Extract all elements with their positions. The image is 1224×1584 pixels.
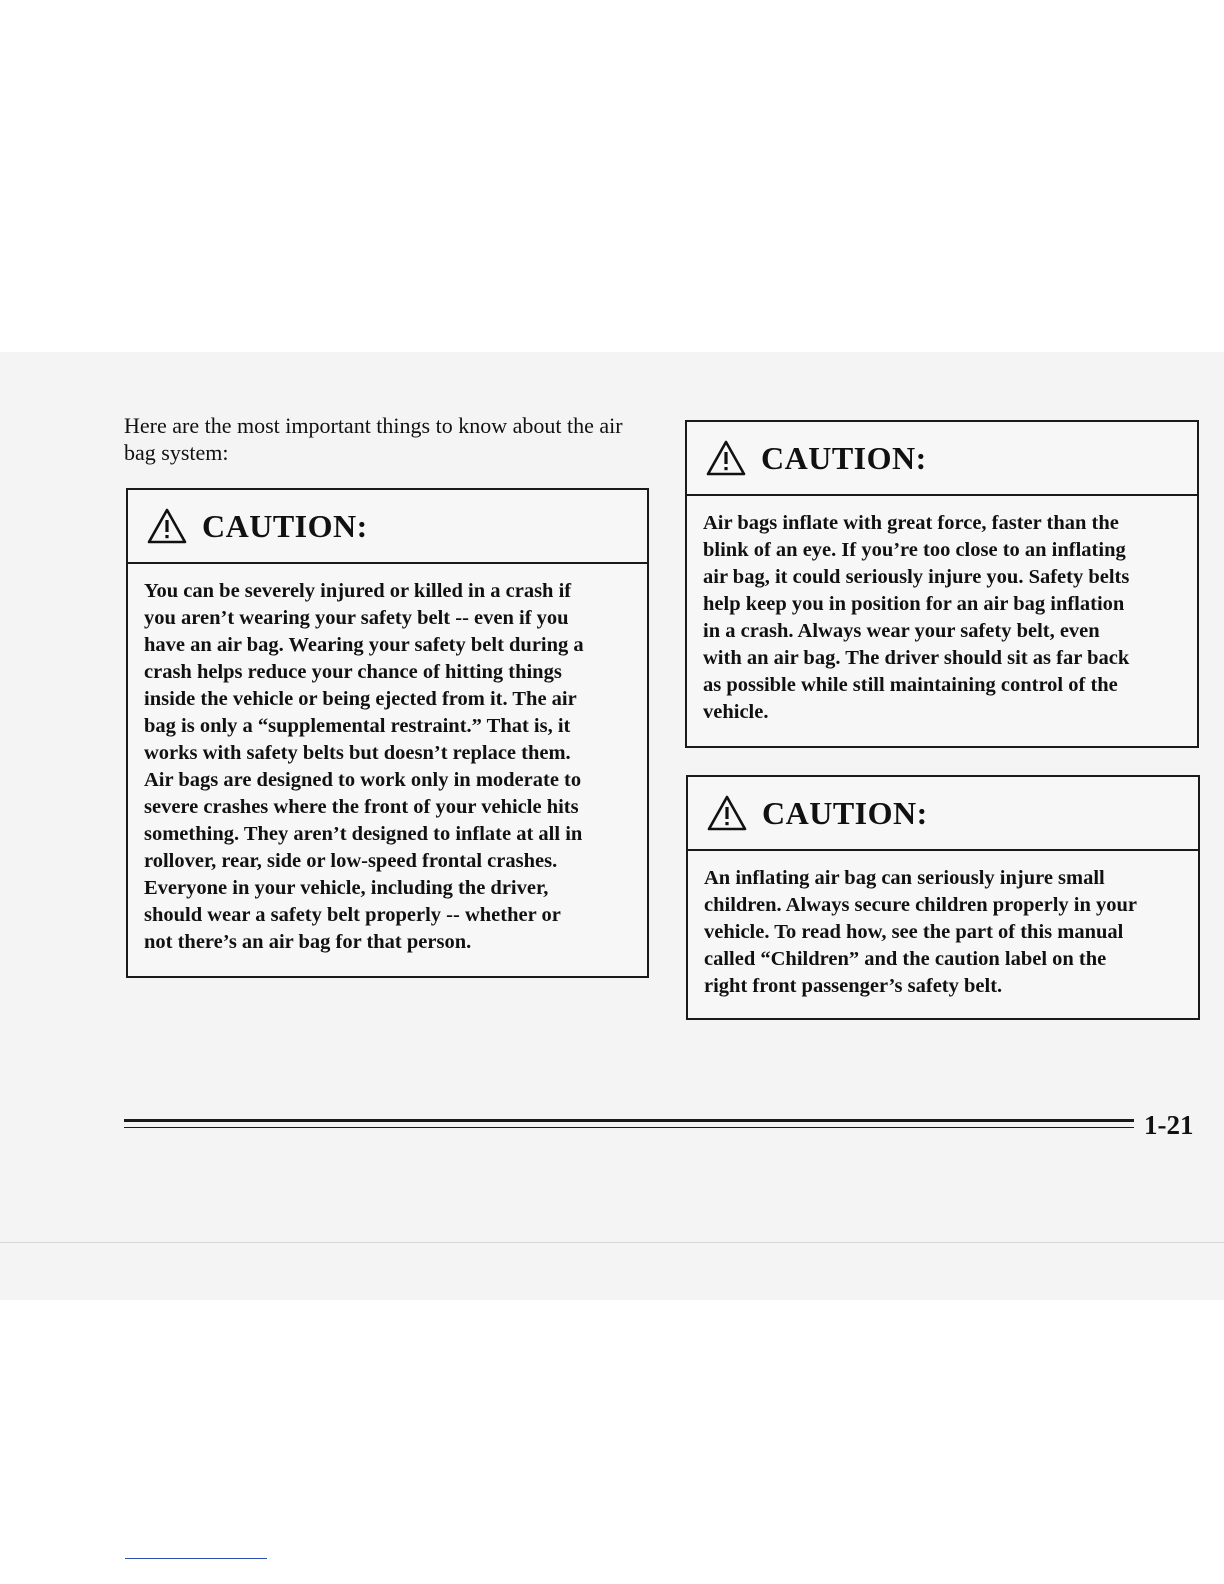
caution-line: bag is only a “supplemental restraint.” That is, it: [144, 715, 571, 737]
caution-text: [128, 564, 647, 956]
caution-line: severe crashes where the front of your vehicle hits: [144, 796, 579, 818]
intro-paragraph: Here are the most important things to know about the air bag system:: [124, 413, 623, 465]
caution-line: vehicle.: [703, 701, 769, 723]
caution-line: something. They aren’t designed to inflate at all in: [144, 823, 583, 845]
caution-title: CAUTION:: [761, 439, 927, 476]
caution-text: [687, 496, 1197, 726]
caution-line: children. Always secure children properly in your: [704, 894, 1137, 916]
warning-triangle-icon: [146, 507, 188, 545]
caution-line: rollover, rear, side or low-speed frontal crashes.: [144, 850, 558, 872]
warning-triangle-icon: [705, 439, 747, 477]
caution-line: right front passenger’s safety belt.: [704, 975, 1003, 997]
caution-line: Air bags are designed to work only in moderate to: [144, 769, 582, 791]
caution-title: CAUTION:: [762, 794, 928, 831]
caution-line: An inflating air bag can seriously injure small: [704, 867, 1105, 889]
caution-line: you aren’t wearing your safety belt -- even if you: [144, 607, 569, 629]
caution-header: [128, 490, 647, 564]
caution-line: in a crash. Always wear your safety belt, even: [703, 620, 1100, 642]
caution-line: crash helps reduce your chance of hitting things: [144, 661, 562, 683]
caution-box-children: [686, 775, 1200, 1020]
caution-line: vehicle. To read how, see the part of this manual: [704, 921, 1124, 943]
caution-box-seat-belt: [126, 488, 649, 978]
caution-line: not there’s an air bag for that person.: [144, 931, 472, 953]
caution-line: inside the vehicle or being ejected from it. The air: [144, 688, 577, 710]
caution-line: air bag, it could seriously injure you. Safety belts: [703, 566, 1130, 588]
caution-header: [688, 777, 1198, 851]
caution-line: blink of an eye. If you’re too close to an inflating: [703, 539, 1126, 561]
caution-line: Air bags inflate with great force, faster than the: [703, 512, 1119, 534]
caution-title: CAUTION:: [202, 507, 368, 544]
caution-line: You can be severely injured or killed in a crash if: [144, 580, 572, 602]
caution-header: [687, 422, 1197, 496]
warning-triangle-icon: [706, 794, 748, 832]
bottom-underline: [125, 1558, 267, 1559]
caution-line: should wear a safety belt properly -- whether or: [144, 904, 561, 926]
page-edge-rule: [0, 1242, 1224, 1243]
caution-line: with an air bag. The driver should sit as far back: [703, 647, 1130, 669]
footer-divider: [124, 1119, 1134, 1128]
caution-line: called “Children” and the caution label on the: [704, 948, 1107, 970]
caution-text: [688, 851, 1198, 1000]
footer-rule-thick: [124, 1119, 1134, 1122]
caution-line: as possible while still maintaining control of the: [703, 674, 1118, 696]
caution-line: Everyone in your vehicle, including the driver,: [144, 877, 549, 899]
page-number: 1-21: [1144, 1110, 1194, 1140]
caution-line: help keep you in position for an air bag inflation: [703, 593, 1125, 615]
caution-line: have an air bag. Wearing your safety belt during a: [144, 634, 584, 656]
caution-line: works with safety belts but doesn’t replace them.: [144, 742, 571, 764]
footer-rule-thin: [124, 1127, 1134, 1128]
caution-box-inflation-force: [685, 420, 1199, 748]
